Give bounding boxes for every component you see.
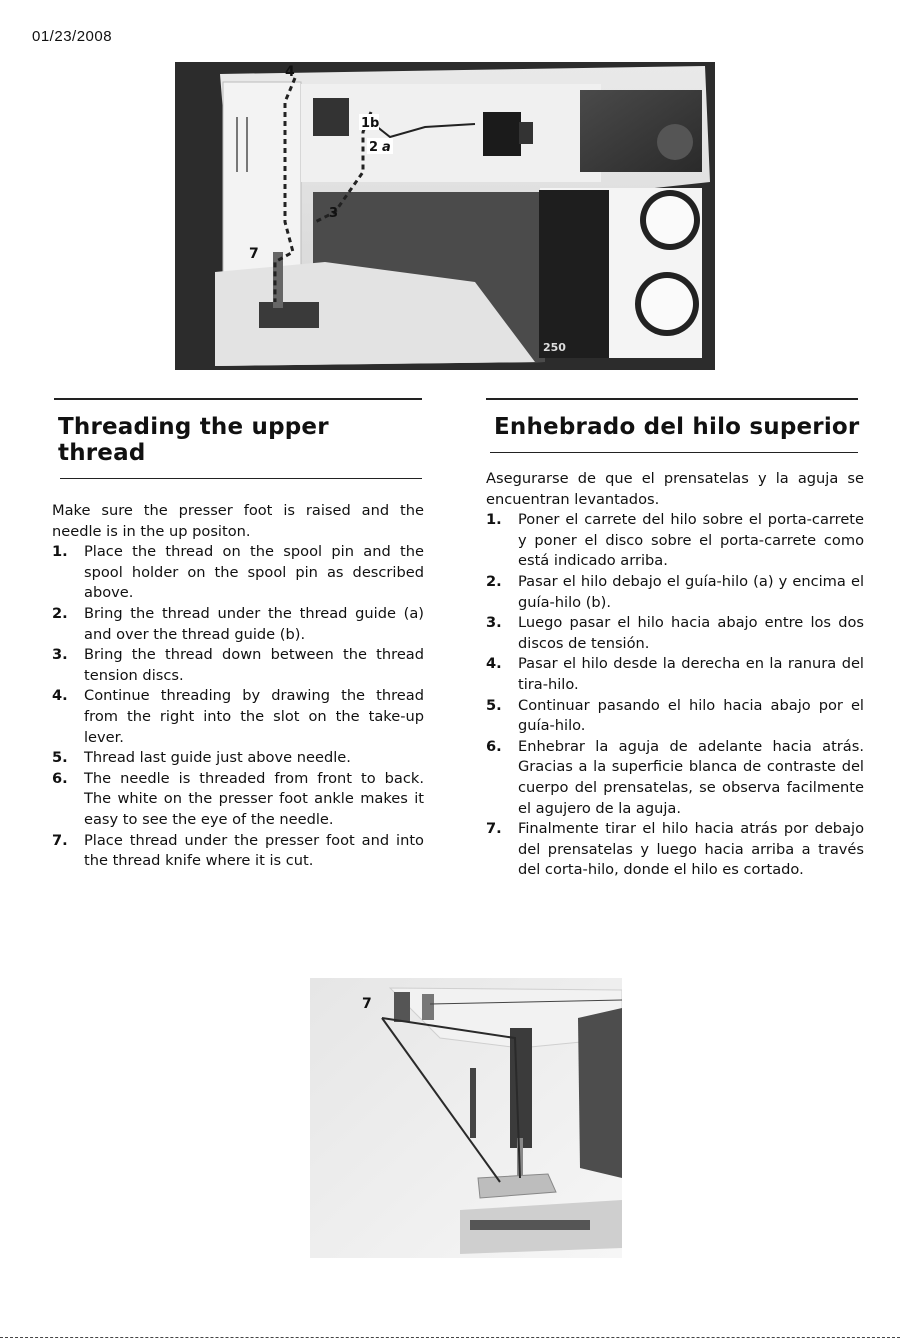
section-title-spanish: Enhebrado del hilo superior bbox=[494, 414, 860, 440]
list-item: 6. The needle is threaded from front to back. The white on the presser foot ankle makes it easy to see the eye of the needle. bbox=[52, 769, 424, 828]
list-item: 3. Bring the thread down between the thread tension discs. bbox=[52, 646, 424, 684]
document-date: 01/23/2008 bbox=[32, 28, 113, 45]
list-item: 2. Bring the thread under the thread guide (a) and over the thread guide (b). bbox=[52, 604, 424, 643]
list-item: 2. Pasar el hilo debajo el guía-hilo (a) y encima el guía-hilo (b). bbox=[486, 572, 864, 611]
list-item: 1. Poner el carrete del hilo sobre el porta-carrete y poner el disco sobre el porta-carrete como está indicado arriba. bbox=[486, 511, 864, 570]
list-item: 7. Place thread under the presser foot and into the thread knife where it is cut. bbox=[52, 831, 424, 870]
list-item: 5. Thread last guide just above needle. bbox=[52, 749, 351, 767]
english-section bbox=[52, 398, 424, 872]
spanish-section bbox=[486, 398, 864, 881]
title-rule-top bbox=[486, 398, 858, 400]
list-item: 3. Luego pasar el hilo hacia abajo entre los dos discos de tensión. bbox=[486, 614, 864, 652]
callout-7: 7 bbox=[249, 246, 259, 262]
callout-2: 2 bbox=[369, 140, 379, 155]
steps-list bbox=[486, 510, 864, 881]
steps-list bbox=[52, 542, 424, 872]
callout-1b: 1b bbox=[361, 116, 380, 131]
callout-4: 4 bbox=[285, 64, 295, 80]
callout-3: 3 bbox=[329, 206, 339, 221]
callout-a: a bbox=[382, 140, 391, 155]
title-rule-bottom bbox=[490, 452, 858, 453]
list-item: 1. Place the thread on the spool pin and the spool holder on the spool pin as described above. bbox=[52, 543, 424, 602]
list-item: 6. Enhebrar la aguja de adelante hacia atrás. Gracias a la superficie blanca de contraste del cuerpo del prensatelas, se observa facilmente el agujero de la aguja. bbox=[486, 737, 864, 817]
page-edge-rule bbox=[0, 1337, 900, 1338]
needle-closeup-photo bbox=[310, 978, 622, 1258]
section-title-english: Threading the upper thread bbox=[58, 414, 329, 466]
callout-7: 7 bbox=[362, 996, 372, 1012]
list-item: 7. Finalmente tirar el hilo hacia atrás por debajo del prensatelas y luego hacia arriba a través del corta-hilo, donde el hilo es cortado. bbox=[486, 820, 864, 879]
list-item: 5. Continuar pasando el hilo hacia abajo por el guía-hilo. bbox=[486, 696, 864, 735]
intro-text: Asegurarse de que el prensatelas y la aguja se encuentran levantados. bbox=[486, 470, 864, 508]
title-rule-bottom bbox=[60, 478, 422, 479]
intro-text: Make sure the presser foot is raised and the needle is in the up positon. bbox=[52, 502, 424, 540]
list-item: 4. Continue threading by drawing the thread from the right into the slot on the take-up lever. bbox=[52, 687, 424, 746]
sewing-machine-photo bbox=[175, 62, 715, 370]
title-rule-top bbox=[54, 398, 422, 400]
model-label: 250 bbox=[543, 341, 566, 354]
list-item: 4. Pasar el hilo desde la derecha en la ranura del tira-hilo. bbox=[486, 655, 864, 693]
